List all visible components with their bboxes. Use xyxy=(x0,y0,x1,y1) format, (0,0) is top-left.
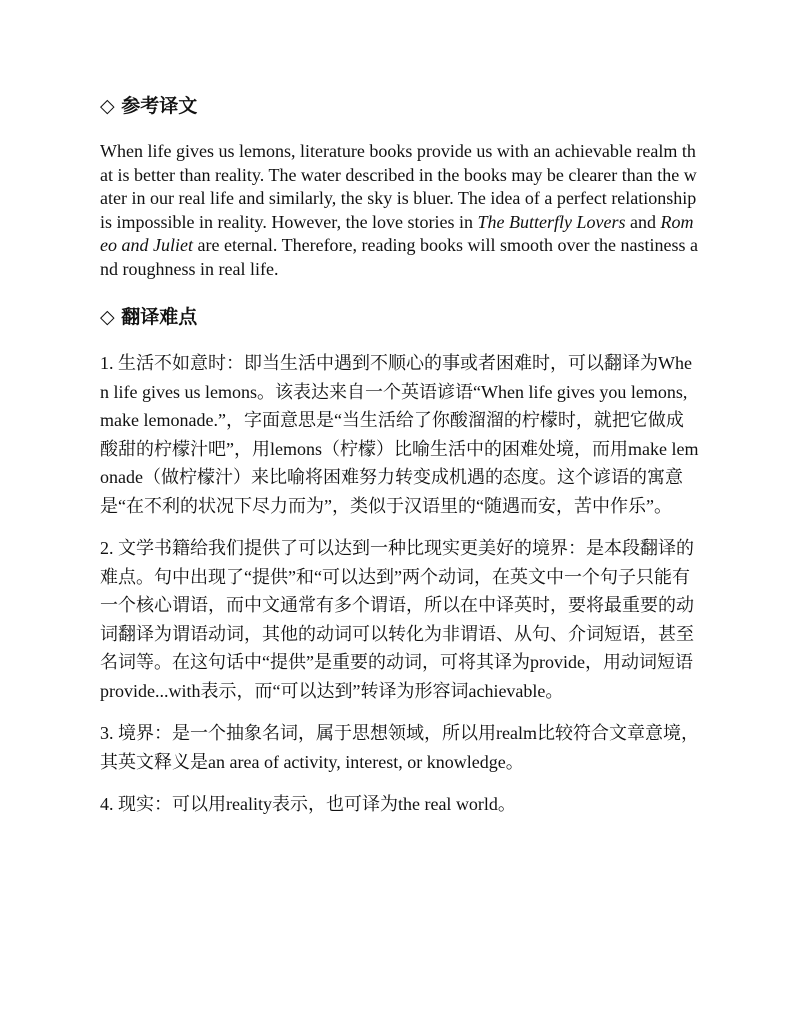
translation-text-2: and xyxy=(625,211,661,232)
difficulty-point-3: 3. 境界：是一个抽象名词，属于思想领域，所以用realm比较符合文章意境，其英文释义是an area of activity, interest, or knowledge。 xyxy=(100,723,699,772)
document-page xyxy=(100,92,700,833)
difficulty-point-2: 2. 文学书籍给我们提供了可以达到一种比现实更美好的境界：是本段翻译的难点。句中出现了“提供”和“可以达到”两个动词，在英文中一个句子只能有一个核心谓语，而中文通常有多个谓语，所以在中译英时，要将最重要的动词翻译为谓语动词，其他的动词可以转化为非谓语、从句、介词短语，甚至名词等。在这句话中“提供”是重要的动词，可将其译为provide，用动词短语provide...with表示，而“可以达到”转译为形容词achievable。 xyxy=(100,538,694,701)
reference-translation-heading: ◇ 参考译文 xyxy=(100,95,198,117)
title-butterfly-lovers: The Butterfly Lovers xyxy=(477,211,626,232)
difficulty-point-4: 4. 现实：可以用reality表示，也可译为the real world。 xyxy=(100,794,516,814)
translation-text-1: When life gives us lemons, literature books provide us with an achievable realm that is better than reality. The water described in the books may be clearer than the water in our real life and similarly, the sky is bluer. The idea of a perfect relationship is impossible in reality. However, the love stories in xyxy=(100,141,697,232)
difficulty-point-1: 1. 生活不如意时：即当生活中遇到不顺心的事或者困难时，可以翻译为When life gives us lemons。该表达来自一个英语谚语“When life gives you lemons, make lemonade.”，字面意思是“当生活给了你酸溜溜的柠檬时，就把它做成酸甜的柠檬汁吧”，用lemons（柠檬）比喻生活中的困难处境，而用make lemonade（做柠檬汁）来比喻将困难努力转变成机遇的态度。这个谚语的寓意是“在不利的状况下尽力而为”，类似于汉语里的“随遇而安，苦中作乐”。 xyxy=(100,353,699,516)
reference-translation-paragraph xyxy=(100,140,700,281)
title-romeo-and-juliet: Romeo and Juliet xyxy=(100,211,694,255)
translation-difficulties-heading: ◇ 翻译难点 xyxy=(100,306,198,328)
translation-text-3: are eternal. Therefore, reading books will smooth over the nastiness and roughness in real life. xyxy=(100,235,698,279)
